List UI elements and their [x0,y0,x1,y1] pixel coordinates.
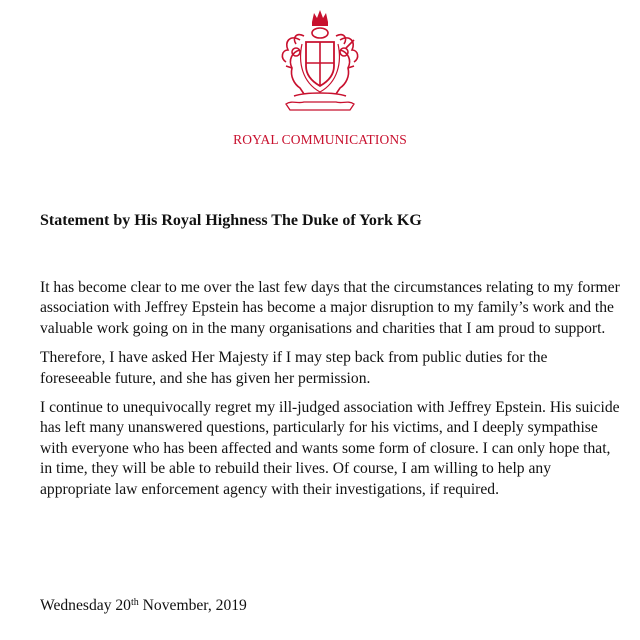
date-ordinal-suffix: th [130,597,139,608]
letterhead-heading: ROYAL COMMUNICATIONS [233,132,407,147]
statement-paragraph: Therefore, I have asked Her Majesty if I may step back from public duties for the foreseeable future, and she has given her permission. [40,349,548,387]
date-day: Wednesday 20 [40,597,131,614]
date-month-year: November, 2019 [138,597,247,614]
statement-title: Statement by His Royal Highness The Duke of York KG [40,212,422,229]
statement-body [40,278,620,509]
statement-date [40,597,247,615]
statement-paragraph: I continue to unequivocally regret my ill-judged association with Jeffrey Epstein. His suicide has left many unanswered questions, particularly for his victims, and I deeply sympathise with everyone who has been affected and wants some form of closure. I can only hope that, in time, they will be able to rebuild their lives. Of course, I am willing to help any appropriate law enforcement agency with their investigations, if required. [40,399,620,498]
statement-paragraph: It has become clear to me over the last few days that the circumstances relating to my former association with Jeffrey Epstein has become a major disruption to my family’s work and the valuable work going on in the many organisations and charities that I am proud to support. [40,279,620,337]
royal-coat-of-arms-icon [270,6,370,114]
